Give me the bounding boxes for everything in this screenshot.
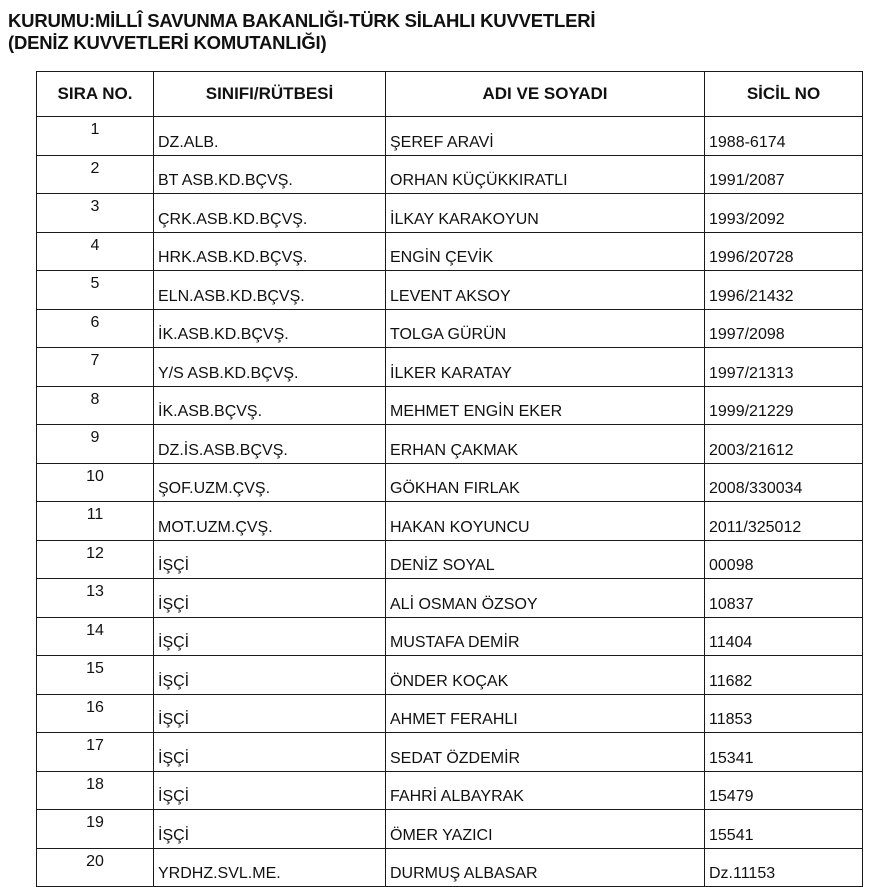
- cell-sicil-no: 1996/20728: [705, 232, 863, 271]
- cell-sinifi-rutbesi: İŞÇİ: [154, 733, 386, 772]
- cell-adi-soyadi: AHMET FERAHLI: [386, 694, 705, 733]
- cell-adi-soyadi: LEVENT AKSOY: [386, 271, 705, 310]
- cell-sinifi-rutbesi: İK.ASB.KD.BÇVŞ.: [154, 309, 386, 348]
- cell-sira-no: 16: [37, 694, 154, 733]
- cell-sira-no: 5: [37, 271, 154, 310]
- cell-sinifi-rutbesi: ŞOF.UZM.ÇVŞ.: [154, 463, 386, 502]
- cell-sicil-no: 1997/21313: [705, 348, 863, 387]
- cell-adi-soyadi: HAKAN KOYUNCU: [386, 502, 705, 541]
- institution-subtitle: (DENİZ KUVVETLERİ KOMUTANLIĞI): [8, 32, 327, 53]
- header-sira-no: SIRA NO.: [37, 72, 154, 117]
- cell-adi-soyadi: DENİZ SOYAL: [386, 540, 705, 579]
- cell-sicil-no: 1993/2092: [705, 194, 863, 233]
- cell-sinifi-rutbesi: ÇRK.ASB.KD.BÇVŞ.: [154, 194, 386, 233]
- cell-sira-no: 11: [37, 502, 154, 541]
- table-row: [37, 848, 863, 887]
- cell-sinifi-rutbesi: BT ASB.KD.BÇVŞ.: [154, 155, 386, 194]
- cell-sinifi-rutbesi: İŞÇİ: [154, 579, 386, 618]
- cell-sicil-no: 10837: [705, 579, 863, 618]
- cell-sira-no: 13: [37, 579, 154, 618]
- cell-sira-no: 12: [37, 540, 154, 579]
- institution-title: KURUMU:MİLLÎ SAVUNMA BAKANLIĞI-TÜRK SİLAHLI KUVVETLERİ: [8, 10, 596, 31]
- cell-sira-no: 3: [37, 194, 154, 233]
- table-row: [37, 425, 863, 464]
- table-row: [37, 771, 863, 810]
- document-heading: [8, 10, 595, 54]
- cell-adi-soyadi: DURMUŞ ALBASAR: [386, 848, 705, 887]
- cell-sicil-no: 1996/21432: [705, 271, 863, 310]
- cell-sinifi-rutbesi: MOT.UZM.ÇVŞ.: [154, 502, 386, 541]
- cell-sira-no: 14: [37, 617, 154, 656]
- table-row: [37, 617, 863, 656]
- cell-adi-soyadi: GÖKHAN FIRLAK: [386, 463, 705, 502]
- cell-sicil-no: 15541: [705, 810, 863, 849]
- cell-sicil-no: 2011/325012: [705, 502, 863, 541]
- cell-sicil-no: 11853: [705, 694, 863, 733]
- cell-sinifi-rutbesi: İŞÇİ: [154, 540, 386, 579]
- cell-sira-no: 9: [37, 425, 154, 464]
- cell-sinifi-rutbesi: İŞÇİ: [154, 810, 386, 849]
- table-row: [37, 733, 863, 772]
- cell-adi-soyadi: ÖNDER KOÇAK: [386, 656, 705, 695]
- table-row: [37, 656, 863, 695]
- cell-sira-no: 8: [37, 386, 154, 425]
- header-sinifi-rutbesi: SINIFI/RÜTBESİ: [154, 72, 386, 117]
- cell-sicil-no: 1999/21229: [705, 386, 863, 425]
- table-row: [37, 502, 863, 541]
- cell-sicil-no: 11404: [705, 617, 863, 656]
- cell-sicil-no: 00098: [705, 540, 863, 579]
- cell-sicil-no: 15479: [705, 771, 863, 810]
- cell-sira-no: 7: [37, 348, 154, 387]
- cell-sinifi-rutbesi: ELN.ASB.KD.BÇVŞ.: [154, 271, 386, 310]
- cell-adi-soyadi: İLKER KARATAY: [386, 348, 705, 387]
- cell-adi-soyadi: ORHAN KÜÇÜKKIRATLI: [386, 155, 705, 194]
- cell-adi-soyadi: MEHMET ENGİN EKER: [386, 386, 705, 425]
- cell-sinifi-rutbesi: YRDHZ.SVL.ME.: [154, 848, 386, 887]
- cell-sinifi-rutbesi: HRK.ASB.KD.BÇVŞ.: [154, 232, 386, 271]
- cell-sinifi-rutbesi: DZ.ALB.: [154, 117, 386, 156]
- cell-adi-soyadi: ÖMER YAZICI: [386, 810, 705, 849]
- table-row: [37, 271, 863, 310]
- cell-sicil-no: 1991/2087: [705, 155, 863, 194]
- header-row: [37, 72, 863, 117]
- cell-adi-soyadi: TOLGA GÜRÜN: [386, 309, 705, 348]
- cell-sinifi-rutbesi: Y/S ASB.KD.BÇVŞ.: [154, 348, 386, 387]
- cell-sinifi-rutbesi: DZ.İS.ASB.BÇVŞ.: [154, 425, 386, 464]
- table-row: [37, 232, 863, 271]
- cell-adi-soyadi: İLKAY KARAKOYUN: [386, 194, 705, 233]
- header-adi-soyadi: ADI VE SOYADI: [386, 72, 705, 117]
- cell-sira-no: 2: [37, 155, 154, 194]
- cell-sicil-no: 11682: [705, 656, 863, 695]
- table-row: [37, 309, 863, 348]
- cell-sira-no: 6: [37, 309, 154, 348]
- cell-sinifi-rutbesi: İK.ASB.BÇVŞ.: [154, 386, 386, 425]
- cell-adi-soyadi: ENGİN ÇEVİK: [386, 232, 705, 271]
- cell-adi-soyadi: FAHRİ ALBAYRAK: [386, 771, 705, 810]
- cell-sira-no: 15: [37, 656, 154, 695]
- cell-sira-no: 18: [37, 771, 154, 810]
- cell-adi-soyadi: MUSTAFA DEMİR: [386, 617, 705, 656]
- table-row: [37, 694, 863, 733]
- cell-sicil-no: 15341: [705, 733, 863, 772]
- cell-adi-soyadi: ALİ OSMAN ÖZSOY: [386, 579, 705, 618]
- table-row: [37, 579, 863, 618]
- cell-sira-no: 17: [37, 733, 154, 772]
- table-header: [37, 72, 863, 117]
- cell-sinifi-rutbesi: İŞÇİ: [154, 694, 386, 733]
- table-row: [37, 155, 863, 194]
- cell-adi-soyadi: ERHAN ÇAKMAK: [386, 425, 705, 464]
- cell-adi-soyadi: ŞEREF ARAVİ: [386, 117, 705, 156]
- cell-sicil-no: 1988-6174: [705, 117, 863, 156]
- table-row: [37, 194, 863, 233]
- cell-sira-no: 1: [37, 117, 154, 156]
- cell-sira-no: 10: [37, 463, 154, 502]
- cell-sira-no: 19: [37, 810, 154, 849]
- personnel-table: [36, 71, 863, 887]
- cell-sicil-no: Dz.11153: [705, 848, 863, 887]
- table-row: [37, 348, 863, 387]
- table-row: [37, 463, 863, 502]
- cell-sinifi-rutbesi: İŞÇİ: [154, 656, 386, 695]
- table-row: [37, 117, 863, 156]
- cell-adi-soyadi: SEDAT ÖZDEMİR: [386, 733, 705, 772]
- cell-sira-no: 20: [37, 848, 154, 887]
- cell-sicil-no: 2008/330034: [705, 463, 863, 502]
- table-row: [37, 540, 863, 579]
- cell-sinifi-rutbesi: İŞÇİ: [154, 617, 386, 656]
- table-body: [37, 117, 863, 887]
- table-row: [37, 810, 863, 849]
- cell-sinifi-rutbesi: İŞÇİ: [154, 771, 386, 810]
- cell-sicil-no: 1997/2098: [705, 309, 863, 348]
- table-row: [37, 386, 863, 425]
- header-sicil-no: SİCİL NO: [705, 72, 863, 117]
- cell-sira-no: 4: [37, 232, 154, 271]
- cell-sicil-no: 2003/21612: [705, 425, 863, 464]
